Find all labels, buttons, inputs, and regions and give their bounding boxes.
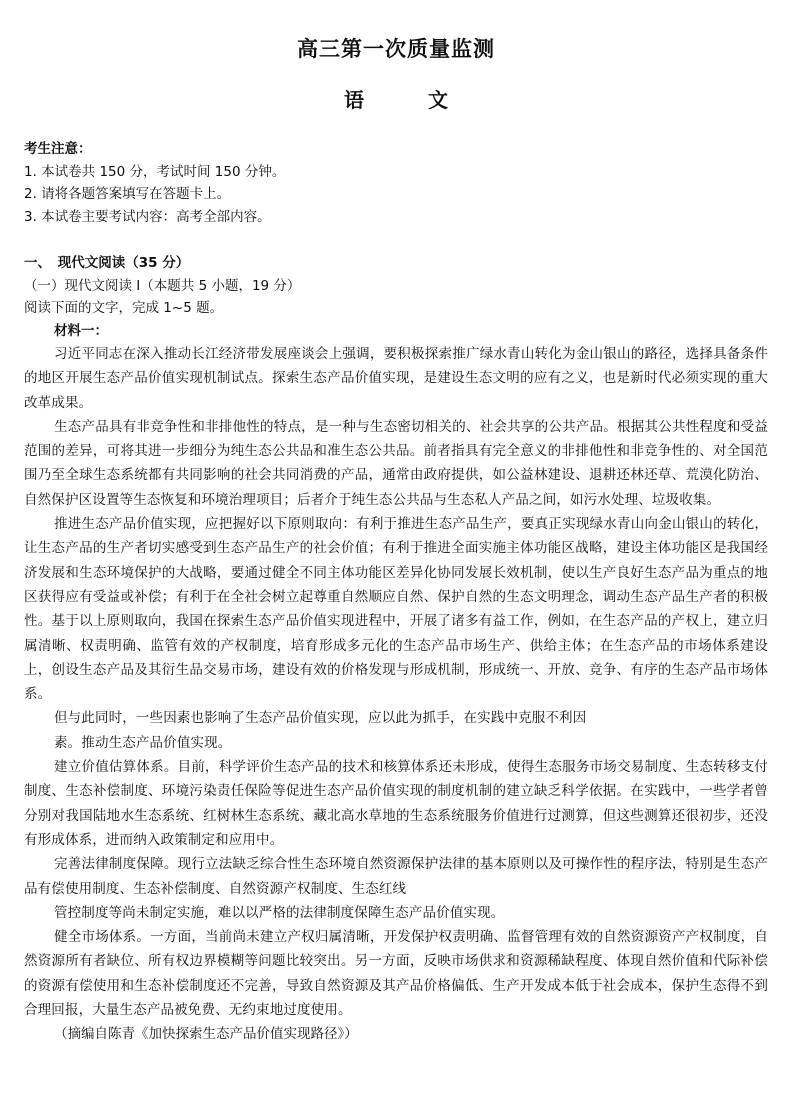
subject-title: 语 文 xyxy=(344,88,470,112)
paragraph: 但与此同时，一些因素也影响了生态产品价值实现，应以此为抓手，在实践中克服不利因 xyxy=(54,710,587,727)
paragraph: 生态产品具有非竞争性和非排他性的特点，是一种与生态密切相关的、社会共享的公共产品。根据其公共性程度和受益范围的差异，可将其进一步细分为纯生态公共品和准生态公共品。前者指具有完全意义的非排他性和非竞争性的、对全国范围乃至全球生态系统都有共同影响的社会共同消费的产品，通常由政府提供，如公益林建设、退耕还林还草、荒漠化防治、自然保护区设置等生态恢复和环境治理项目；后者介于纯生态公共品与生态私人产品之间，如污水处理、垃圾收集。 xyxy=(24,418,768,508)
section-instruction: 阅读下面的文字，完成 1~5 题。 xyxy=(24,300,224,316)
source-citation: （摘编自陈青《加快探索生态产品价值实现路径》） xyxy=(54,1026,358,1043)
notice-heading: 考生注意： xyxy=(24,141,92,157)
notice-block xyxy=(24,138,768,228)
paragraph: 健全市场体系。一方面，当前尚未建立产权归属清晰，开发保护权责明确、监督管理有效的自然资源资产产权制度，自然资源所有者缺位、所有权边界模糊等问题比较突出。另一方面，反映市场供求和资源稀缺程度、体现自然价值和代际补偿的资源有偿使用和生态补偿制度还不完善，导致自然资源及其产品价格偏低、生产开发成本低于社会成本，保护生态得不到合理回报，大量生态产品被免费、无约束地过度使用。 xyxy=(24,929,768,1019)
paragraph: 推进生态产品价值实现，应把握好以下原则取向：有利于推进生态产品生产，要真正实现绿水青山向金山银山的转化，让生态产品的生产者切实感受到生态产品生产的社会价值；有利于推进全面实施主体功能区战略，建设主体功能区是我国经济发展和生态环境保护的大战略，要通过健全不同主体功能区差异化协同发展长效机制，使以生产良好生态产品为重点的地区获得应有受益或补偿；有利于在全社会树立起尊重自然顺应自然、保护自然的生态文明理念，调动生态产品生产者的积极性。基于以上原则取向，我国在探索生态产品价值实现进程中，开展了诸多有益工作，例如，在生态产品的产权上，建立归属清晰、权责明确、监管有效的产权制度，培育形成多元化的生态产品市场生产、供给主体；在生态产品的市场体系建设上，创设生态产品及其衍生品交易市场，建设有效的价格发现与形成机制，形成统一、开放、竞争、有序的生态产品市场体系。 xyxy=(24,516,768,703)
paragraph: 习近平同志在深入推动长江经济带发展座谈会上强调，要积极探索推广绿水青山转化为金山银山的路径，选择具备条件的地区开展生态产品价值实现机制试点。探索生态产品价值实现，是建设生态文明的应有之义，也是新时代必须实现的重大改革成果。 xyxy=(24,346,768,411)
notice-item: 1. 本试卷共 150 分，考试时间 150 分钟。 xyxy=(24,163,286,180)
notice-item: 2. 请将各题答案填写在答题卡上。 xyxy=(24,186,231,202)
section-title: 一、 现代文阅读（35 分） xyxy=(24,255,190,271)
section-subtitle: （一）现代文阅读 I（本题共 5 小题，19 分） xyxy=(24,277,301,294)
section-block xyxy=(24,252,768,342)
paragraph: 管控制度等尚未制定实施，难以以严格的法律制度保障生态产品价值实现。 xyxy=(54,904,505,921)
paragraph: 素。推动生态产品价值实现。 xyxy=(54,734,232,751)
material-label: 材料一： xyxy=(54,322,108,339)
paragraph: 建立价值估算体系。目前，科学评价生态产品的技术和核算体系还未形成，使得生态服务市场交易制度、生态转移支付制度、生态补偿制度、环境污染责任保险等促进生态产品价值实现的制度机制的建立缺乏科学依据。在实践中，一些学者曾分别对我国陆地水生态系统、红树林生态系统、藏北高水草地的生态系统服务价值进行过测算，但这些测算还很初步，还没有形成体系，进而纳入政策制定和应用中。 xyxy=(24,759,768,848)
paragraph: 完善法律制度保障。现行立法缺乏综合性生态环境自然资源保护法律的基本原则以及可操作性的程序法，特别是生态产品有偿使用制度、生态补偿制度、自然资源产权制度、生态红线 xyxy=(24,856,768,897)
notice-item: 3. 本试卷主要考试内容：高考全部内容。 xyxy=(24,208,271,225)
exam-title: 高三第一次质量监测 xyxy=(297,37,495,61)
